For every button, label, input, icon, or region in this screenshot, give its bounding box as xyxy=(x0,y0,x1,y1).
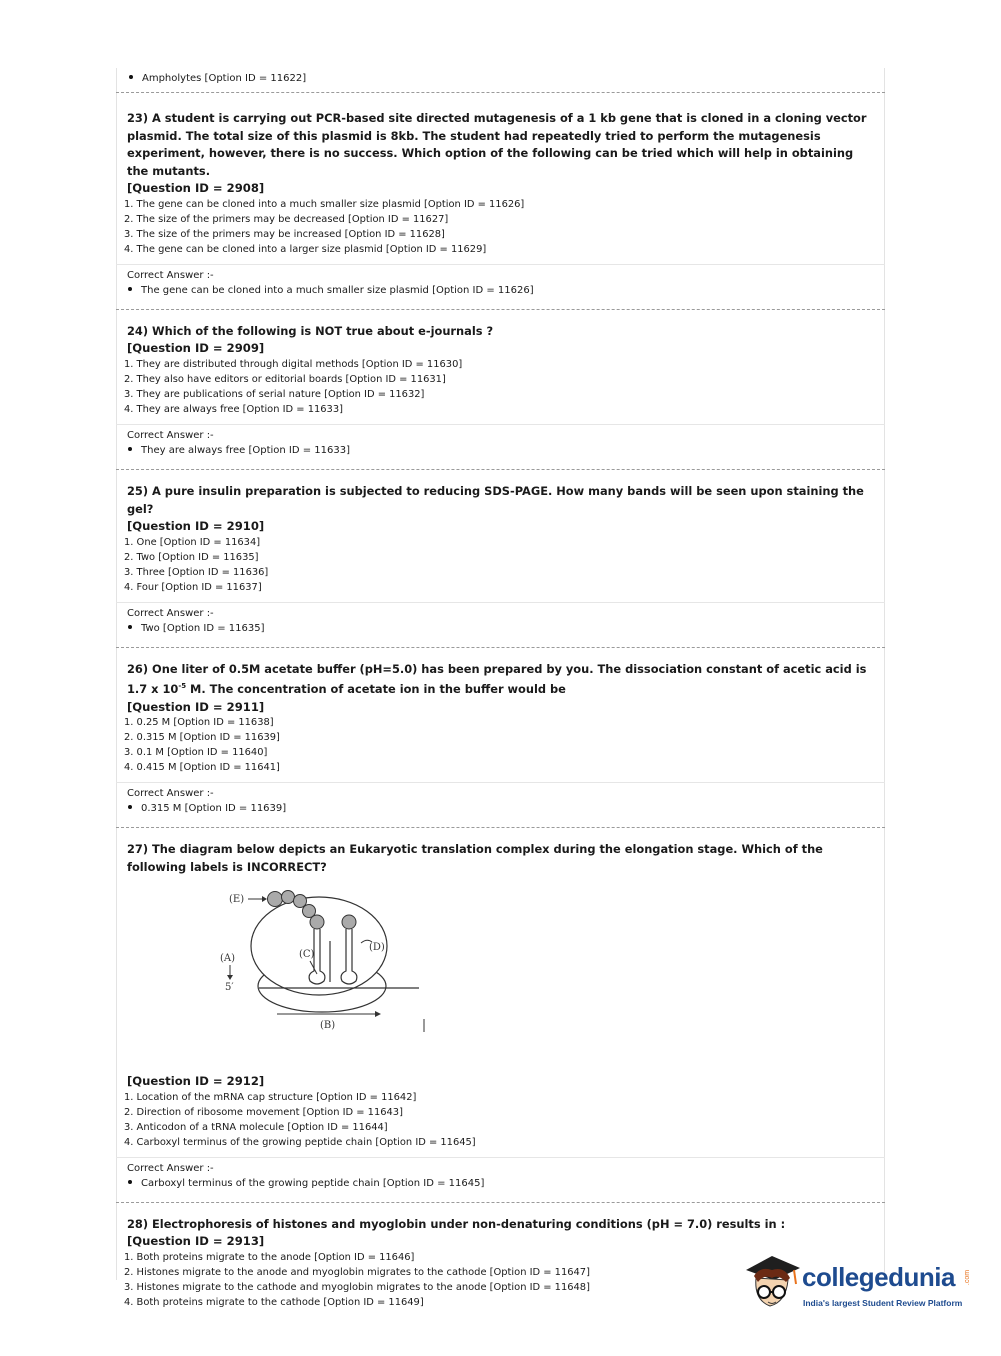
label-c: (C) xyxy=(299,949,315,961)
label-d: (D) xyxy=(369,942,385,954)
options-list xyxy=(124,1090,875,1150)
correct-answer-text: The gene can be cloned into a much smaller size plasmid [Option ID = 11626] xyxy=(141,284,534,296)
option-3: 3. Histones migrate to the cathode and myoglobin migrates to the anode [Option ID = 11648] xyxy=(124,1281,590,1293)
mascot-icon xyxy=(742,1252,804,1316)
correct-answer-26 xyxy=(116,783,885,827)
bullet-icon xyxy=(128,447,132,451)
question-id: [Question ID = 2908] xyxy=(127,181,265,196)
option-1: 1. They are distributed through digital methods [Option ID = 11630] xyxy=(124,358,463,370)
option-2: 2. Histones migrate to the anode and myoglobin migrates to the cathode [Option ID = 11647] xyxy=(124,1266,590,1278)
correct-answer-label: Correct Answer :- xyxy=(127,429,214,441)
options-list xyxy=(124,197,875,257)
peptide-residue xyxy=(282,891,295,904)
translation-complex-diagram xyxy=(217,886,447,1046)
logo-tagline: India's largest Student Review Platform xyxy=(803,1298,963,1308)
question-paper xyxy=(116,68,885,1310)
option-2: 2. They also have editors or editorial boards [Option ID = 11631] xyxy=(124,373,446,385)
option-1: 1. Both proteins migrate to the anode [Option ID = 11646] xyxy=(124,1251,415,1263)
question-text-part: 26) One liter of 0.5M acetate buffer (pH=5.0) has been prepared by you. The dissociation constant of acetic acid is 1.7 x 10 xyxy=(127,661,867,697)
options-list xyxy=(124,535,875,595)
question-id: [Question ID = 2911] xyxy=(127,699,265,714)
correct-answer-text: 0.315 M [Option ID = 11639] xyxy=(141,803,287,815)
arrow-b-head xyxy=(375,1011,381,1017)
previous-answer-text: Ampholytes [Option ID = 11622] xyxy=(142,73,307,84)
option-4: 4. Four [Option ID = 11637] xyxy=(124,581,262,593)
question-24 xyxy=(116,310,885,417)
question-text: 25) A pure insulin preparation is subjected to reducing SDS-PAGE. How many bands will be seen upon staining the gel? xyxy=(127,483,864,516)
option-4: 4. Carboxyl terminus of the growing peptide chain [Option ID = 11645] xyxy=(124,1136,476,1148)
correct-answer-label: Correct Answer :- xyxy=(127,607,214,619)
option-4: 4. They are always free [Option ID = 11633] xyxy=(124,403,343,415)
option-3: 3. 0.1 M [Option ID = 11640] xyxy=(124,747,268,759)
question-27 xyxy=(116,828,885,1150)
collegedunia-logo xyxy=(742,1252,972,1322)
question-id: [Question ID = 2913] xyxy=(127,1234,265,1249)
correct-answer-25 xyxy=(116,603,885,647)
correct-answer-text: Carboxyl terminus of the growing peptide chain [Option ID = 11645] xyxy=(141,1177,485,1189)
question-id: [Question ID = 2912] xyxy=(127,1074,265,1089)
question-text xyxy=(127,661,875,699)
question-23 xyxy=(116,93,885,257)
arrow-e-head xyxy=(262,896,267,902)
previous-answer-bullet xyxy=(116,68,885,92)
option-2: 2. Direction of ribosome movement [Option ID = 11643] xyxy=(124,1106,403,1118)
option-4: 4. Both proteins migrate to the cathode [Option ID = 11649] xyxy=(124,1296,424,1308)
question-text-part: M. The concentration of acetate ion in the buffer would be xyxy=(186,682,566,697)
peptide-residue xyxy=(268,892,283,907)
label-b: (B) xyxy=(320,1020,336,1032)
question-text: 27) The diagram below depicts an Eukaryotic translation complex during the elongation stage. Which of the following labels is INCORRECT? xyxy=(127,842,823,874)
correct-answer-label: Correct Answer :- xyxy=(127,269,214,281)
options-list xyxy=(124,357,875,417)
glasses-left xyxy=(758,1286,770,1298)
option-1: 1. Location of the mRNA cap structure [Option ID = 11642] xyxy=(124,1091,417,1103)
logo-suffix: .com xyxy=(964,1269,972,1286)
correct-answer-23 xyxy=(116,265,885,309)
exponent: -5 xyxy=(178,682,187,691)
large-subunit xyxy=(251,897,387,995)
question-text: 28) Electrophoresis of histones and myoglobin under non-denaturing conditions (pH = 7.0) results in : xyxy=(127,1216,786,1231)
bullet-icon xyxy=(129,75,133,79)
arrow-a-head xyxy=(227,975,233,980)
option-3: 3. Anticodon of a tRNA molecule [Option ID = 11644] xyxy=(124,1121,388,1133)
option-4: 4. 0.415 M [Option ID = 11641] xyxy=(124,762,280,774)
option-3: 3. They are publications of serial nature [Option ID = 11632] xyxy=(124,388,425,400)
option-1: 1. One [Option ID = 11634] xyxy=(124,536,261,548)
question-id: [Question ID = 2909] xyxy=(127,341,265,356)
bullet-icon xyxy=(128,625,132,629)
label-e: (E) xyxy=(229,894,245,906)
label-5-prime: 5′ xyxy=(225,982,234,994)
logo-wordmark: collegedunia xyxy=(802,1262,955,1292)
cap-tassel xyxy=(794,1270,796,1284)
correct-answer-text: Two [Option ID = 11635] xyxy=(141,622,265,634)
peptide-residue xyxy=(294,895,307,908)
glasses-right xyxy=(773,1286,785,1298)
bullet-icon xyxy=(128,1180,132,1184)
option-1: 1. The gene can be cloned into a much smaller size plasmid [Option ID = 11626] xyxy=(124,198,525,210)
options-list xyxy=(124,715,875,775)
question-text: 24) Which of the following is NOT true about e-journals ? xyxy=(127,323,494,338)
peptide-residue xyxy=(310,915,324,929)
question-26 xyxy=(116,648,885,775)
diagram-svg xyxy=(217,886,447,1046)
option-1: 1. 0.25 M [Option ID = 11638] xyxy=(124,717,274,729)
question-text: 23) A student is carrying out PCR-based site directed mutagenesis of a 1 kb gene that is cloned in a cloning vector plasmid. The total size of this plasmid is 8kb. The student had repeatedly tried to perform the mutagenesis experiment, however, there is no success. Which option of the following can be tried which will help in obtaining the mutants. xyxy=(127,111,867,178)
correct-answer-label: Correct Answer :- xyxy=(127,1162,214,1174)
option-2: 2. 0.315 M [Option ID = 11639] xyxy=(124,732,280,744)
correct-answer-text: They are always free [Option ID = 11633] xyxy=(141,444,351,456)
aminoacyl-residue xyxy=(342,915,356,929)
bullet-icon xyxy=(128,805,132,809)
bullet-icon xyxy=(128,287,132,291)
correct-answer-24 xyxy=(116,425,885,469)
option-4: 4. The gene can be cloned into a larger size plasmid [Option ID = 11629] xyxy=(124,243,487,255)
option-2: 2. Two [Option ID = 11635] xyxy=(124,551,259,563)
question-25 xyxy=(116,470,885,595)
correct-answer-label: Correct Answer :- xyxy=(127,788,214,800)
label-a: (A) xyxy=(220,953,236,965)
option-2: 2. The size of the primers may be decreased [Option ID = 11627] xyxy=(124,213,449,225)
option-3: 3. The size of the primers may be increased [Option ID = 11628] xyxy=(124,228,445,240)
question-id: [Question ID = 2910] xyxy=(127,519,265,534)
correct-answer-27 xyxy=(116,1158,885,1202)
option-3: 3. Three [Option ID = 11636] xyxy=(124,566,269,578)
